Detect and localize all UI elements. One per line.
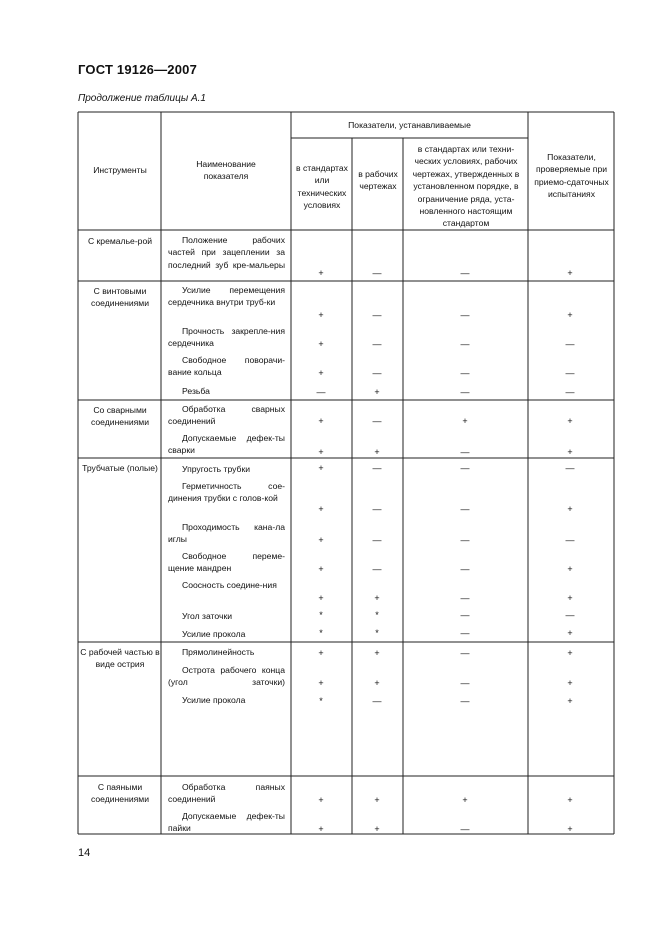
page-number: 14 xyxy=(78,847,91,859)
indicator-name: Острота рабочего конца (угол заточки) xyxy=(168,665,285,688)
value-mark: — xyxy=(372,504,382,514)
value-mark: — xyxy=(460,824,470,834)
value-mark: — xyxy=(372,564,382,574)
header-indicator-name: Наименование показателя xyxy=(196,159,256,182)
value-mark: + xyxy=(318,447,324,457)
value-mark: — xyxy=(460,564,470,574)
value-mark: + xyxy=(318,648,324,658)
value-mark: + xyxy=(318,535,324,545)
indicator-name: Упругость трубки xyxy=(182,464,251,474)
value-mark: + xyxy=(318,310,324,320)
value-mark: + xyxy=(567,824,573,834)
value-mark: + xyxy=(318,795,324,805)
indicator-name: Угол заточки xyxy=(182,611,233,621)
group-label: Со сварными соединениями xyxy=(90,405,149,428)
value-mark: + xyxy=(567,593,573,603)
value-mark: — xyxy=(460,628,470,638)
value-mark: + xyxy=(462,416,468,426)
indicator-name: Усилие прокола xyxy=(182,695,246,705)
header-instruments: Инструменты xyxy=(93,165,147,175)
value-mark: — xyxy=(565,368,575,378)
value-mark: + xyxy=(318,504,324,514)
value-mark: — xyxy=(372,463,382,473)
value-mark: + xyxy=(374,795,380,805)
group-label: С кремалье-рой xyxy=(87,236,153,246)
value-mark: — xyxy=(460,504,470,514)
value-mark: — xyxy=(460,368,470,378)
value-mark: + xyxy=(462,795,468,805)
value-mark: + xyxy=(374,593,380,603)
value-mark: + xyxy=(318,463,324,473)
value-mark: + xyxy=(318,368,324,378)
indicator-name: Резьба xyxy=(182,386,210,396)
indicator-name: Допускаемые дефек-ты сварки xyxy=(168,433,285,456)
value-mark: * xyxy=(375,610,379,620)
value-mark: + xyxy=(567,795,573,805)
value-mark: — xyxy=(460,447,470,457)
header-acceptance: Показатели, проверяемые при приемо-сдаточных испытаниях xyxy=(534,152,609,200)
value-mark: — xyxy=(460,463,470,473)
value-mark: + xyxy=(567,310,573,320)
value-mark: — xyxy=(460,339,470,349)
value-mark: + xyxy=(374,387,380,397)
value-mark: — xyxy=(565,463,575,473)
indicator-name: Прямолинейность xyxy=(182,647,255,657)
value-mark: — xyxy=(372,310,382,320)
value-mark: — xyxy=(460,310,470,320)
indicator-name: Проходимость кана-ла иглы xyxy=(168,522,285,545)
group-label: Трубчатые (полые) xyxy=(82,463,158,473)
value-mark: + xyxy=(567,628,573,638)
indicator-name: Положение рабочих частей при зацеплении за последний зуб кре-мальеры xyxy=(168,235,285,270)
value-mark: — xyxy=(372,416,382,426)
value-mark: — xyxy=(460,535,470,545)
value-mark: + xyxy=(567,504,573,514)
value-mark: — xyxy=(565,387,575,397)
value-mark: + xyxy=(567,268,573,278)
value-mark: + xyxy=(318,268,324,278)
value-mark: — xyxy=(316,387,326,397)
value-mark: * xyxy=(375,628,379,638)
value-mark: + xyxy=(567,678,573,688)
value-mark: — xyxy=(372,268,382,278)
value-mark: + xyxy=(318,416,324,426)
value-mark: + xyxy=(567,416,573,426)
value-mark: — xyxy=(565,610,575,620)
indicator-name: Усилие прокола xyxy=(182,629,246,639)
indicator-name: Обработка паяных соединений xyxy=(168,782,285,805)
value-mark: — xyxy=(460,593,470,603)
value-mark: — xyxy=(460,696,470,706)
indicator-name: Соосность соедине-ния xyxy=(182,580,277,590)
value-mark: — xyxy=(565,339,575,349)
value-mark: — xyxy=(460,387,470,397)
value-mark: + xyxy=(374,447,380,457)
value-mark: + xyxy=(567,564,573,574)
indicator-name: Свободное поворачи-вание кольца xyxy=(168,355,285,378)
value-mark: + xyxy=(567,447,573,457)
indicator-name: Усилие перемещения сердечника внутри труб-ки xyxy=(168,285,285,308)
document-title: ГОСТ 19126—2007 xyxy=(78,62,197,77)
indicator-name: Обработка сварных соединений xyxy=(168,404,285,427)
value-mark: — xyxy=(372,696,382,706)
value-mark: + xyxy=(318,339,324,349)
value-mark: + xyxy=(567,696,573,706)
value-mark: — xyxy=(372,368,382,378)
value-mark: + xyxy=(374,678,380,688)
value-mark: — xyxy=(460,610,470,620)
value-mark: + xyxy=(318,824,324,834)
header-in-standards: в стандартах или технических условиях xyxy=(296,163,348,211)
indicator-name: Герметичность сое-динения трубки с голов-кой xyxy=(168,481,285,504)
value-mark: + xyxy=(374,824,380,834)
group-label: С паяными соединениями xyxy=(90,782,149,805)
header-in-standards-range: в стандартах или техни-ческих условиях, рабочих чертежах, утвержденных в установленном порядке, в ограничение ряда, уста-новленного настоящим стандартом xyxy=(412,144,520,229)
indicator-name: Допускаемые дефек-ты пайки xyxy=(168,811,285,834)
indicator-name: Свободное переме-щение мандрен xyxy=(168,551,285,574)
value-mark: * xyxy=(319,628,323,638)
header-in-drawings: в рабочих чертежах xyxy=(358,169,398,192)
value-mark: + xyxy=(318,678,324,688)
value-mark: + xyxy=(318,593,324,603)
value-mark: + xyxy=(374,648,380,658)
value-mark: — xyxy=(460,648,470,658)
value-mark: — xyxy=(460,678,470,688)
value-mark: — xyxy=(372,535,382,545)
indicator-name: Прочность закрепле-ния сердечника xyxy=(168,326,285,349)
value-mark: + xyxy=(318,564,324,574)
group-label: С винтовыми соединениями xyxy=(90,286,149,309)
value-mark: — xyxy=(372,339,382,349)
group-label: С рабочей частью в виде острия xyxy=(80,647,160,670)
header-set-indicators: Показатели, устанавливаемые xyxy=(348,120,471,130)
value-mark: * xyxy=(319,610,323,620)
value-mark: + xyxy=(567,648,573,658)
value-mark: — xyxy=(460,268,470,278)
value-mark: * xyxy=(319,696,323,706)
table-caption: Продолжение таблицы А.1 xyxy=(78,93,206,104)
value-mark: — xyxy=(565,535,575,545)
